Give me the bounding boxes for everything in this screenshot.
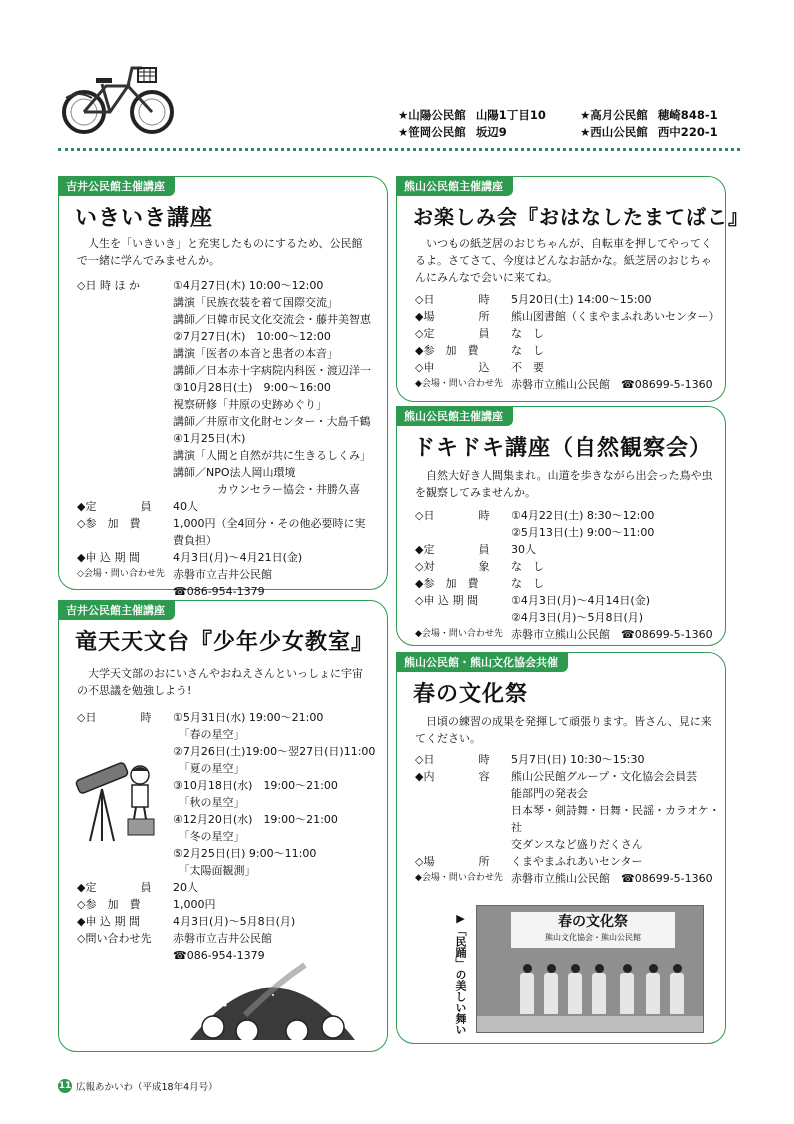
detail-value: ①4月27日(木) 10:00～12:00 [173, 279, 324, 292]
facility-item [580, 124, 718, 141]
detail-label: ◇申 込 [415, 361, 490, 374]
card-intro: 自然大好き人間集まれ。山道を歩きながら出会った鳥や虫を観察してみませんか。 [415, 469, 713, 499]
detail-value: 講師／日韓市民文化交流会・藤井美智恵 [173, 313, 371, 326]
facility-item [398, 124, 507, 141]
detail-label [77, 396, 173, 413]
detail-row [415, 626, 721, 643]
detail-row [415, 785, 721, 802]
detail-value: 40人 [173, 500, 198, 513]
card-intro: 日頃の練習の成果を発揮して頑張ります。皆さん、見に来てください。 [415, 715, 712, 745]
detail-row [77, 845, 377, 862]
detail-label [415, 802, 511, 836]
bicycle-illustration [58, 58, 178, 138]
detail-label [77, 464, 173, 481]
banner-title: 春の文化祭 [558, 914, 628, 930]
detail-row [415, 376, 721, 393]
detail-value: ①4月22日(土) 8:30～12:00 [511, 509, 655, 522]
detail-label [77, 379, 173, 396]
card-title: ドキドキ講座（自然観察会） [413, 436, 713, 461]
card-title: お楽しみ会『おはなしたまてばこ』 [413, 205, 749, 229]
detail-value: 1,000円 [173, 898, 216, 911]
course-card-dokidoki [396, 406, 726, 646]
page-number: 11 [58, 1081, 72, 1091]
detail-label: ◇申 込 期 間 [415, 594, 478, 607]
detail-row [415, 575, 721, 592]
card-title: 竜天天文台『少年少女教室』 [75, 630, 375, 655]
facility-name: ★山陽公民館 [398, 108, 466, 122]
detail-value: な し [511, 344, 544, 357]
detail-row [415, 325, 721, 342]
detail-label: ◇日 時 [77, 711, 152, 724]
detail-value: 「春の星空」 [173, 728, 245, 741]
detail-row [77, 583, 377, 600]
detail-value: 「太陽面観測」 [173, 864, 256, 877]
detail-label [77, 481, 173, 498]
card-intro: いつもの紙芝居のおじちゃんが、自転車を押してやってくるよ。さてさて、今度はどんなお話かな。紙芝居のおじちゃんにみんなで会いに来てね。 [415, 237, 712, 284]
festival-photo [476, 905, 704, 1033]
detail-label: ◇日 時 [415, 753, 490, 766]
detail-value: 「夏の星空」 [173, 762, 245, 775]
publication-name: 広報あかいわ（平成18年4月号） [76, 1082, 218, 1093]
dotted-divider [58, 148, 740, 151]
detail-label [77, 532, 173, 549]
facility-address: 穂崎848-1 [657, 108, 718, 122]
detail-row [415, 836, 721, 853]
detail-label: ◆会場・問い合わせ先 [415, 873, 503, 883]
detail-row [77, 430, 377, 447]
detail-label: ◇日 時 [415, 293, 490, 306]
detail-value: 講演「民族衣装を着て国際交流」 [173, 296, 338, 309]
card-tag: 熊山公民館主催講座 [396, 406, 513, 426]
detail-label [415, 836, 511, 853]
detail-value: ☎086-954-1379 [173, 949, 265, 962]
detail-row [415, 870, 721, 887]
detail-label [77, 430, 173, 447]
facility-address: 坂辺9 [475, 125, 507, 139]
detail-value: 5月7日(日) 10:30～15:30 [511, 753, 645, 766]
facility-address: 西中220-1 [657, 125, 718, 139]
detail-value: ⑤2月25日(日) 9:00～11:00 [173, 847, 317, 860]
course-card-ikiiki [58, 176, 388, 598]
card-title: いきいき講座 [75, 206, 214, 231]
dancer-figure [543, 964, 559, 1014]
detail-label: ◇場 所 [415, 855, 490, 868]
facility-address: 山陽1丁目10 [475, 108, 546, 122]
detail-row [77, 277, 377, 294]
detail-row [77, 379, 377, 396]
detail-row [415, 853, 721, 870]
detail-row [77, 726, 377, 743]
detail-value: 日本琴・剣詩舞・日舞・民謡・カラオケ・社 [511, 804, 720, 834]
detail-value: ①5月31日(水) 19:00～21:00 [173, 711, 324, 724]
detail-value: 交ダンスなど盛りだくさん [511, 838, 643, 851]
dancer-figure [519, 964, 535, 1014]
detail-label [77, 583, 173, 600]
detail-value: ②5月13日(土) 9:00～11:00 [511, 526, 655, 539]
detail-row [77, 464, 377, 481]
detail-row [415, 802, 721, 836]
detail-row [415, 768, 721, 785]
detail-value: 講演「医者の本音と患者の本音」 [173, 347, 338, 360]
detail-label [77, 947, 173, 964]
dancer-figure [591, 964, 607, 1014]
detail-value: 視察研修「井原の史跡めぐり」 [173, 398, 327, 411]
detail-label: ◆場 所 [415, 310, 490, 323]
card-intro: 人生を「いきいき」と充実したものにするため、公民館で一緒に学んでみませんか。 [77, 237, 363, 267]
detail-label: ◇日 時 ほ か [77, 279, 140, 292]
detail-value: 講師／井原市文化財センター・大島千鶴 [173, 415, 371, 428]
detail-row [77, 498, 377, 515]
dancer-figure [645, 964, 661, 1014]
detail-row [77, 549, 377, 566]
detail-row [415, 592, 721, 609]
detail-value: 熊山図書館（くまやまふれあいセンター） [511, 310, 720, 323]
detail-label: ◆定 員 [77, 881, 152, 894]
detail-label: ◆内 容 [415, 770, 490, 783]
banner-subtitle: 熊山文化協会・熊山公民館 [545, 933, 641, 942]
card-tag: 吉井公民館主催講座 [58, 600, 175, 620]
stage-floor [477, 1016, 703, 1033]
detail-value: くまやまふれあいセンター [511, 855, 643, 868]
facility-item [580, 107, 718, 124]
detail-value: ②7月27日(木) 10:00～12:00 [173, 330, 331, 343]
photo-caption: ▶「民踊」の美しい舞い [454, 912, 467, 1035]
card-intro: 大学天文部のおにいさんやおねえさんといっしょに宇宙の不思議を勉強しよう! [77, 667, 363, 697]
detail-row [77, 294, 377, 311]
detail-label: ◆会場・問い合わせ先 [415, 629, 503, 639]
detail-value: 赤磐市立熊山公民館 ☎08699-5-1360 [511, 872, 713, 885]
detail-value: 熊山公民館グループ・文化協会会員芸 [511, 770, 698, 783]
detail-value: 不 要 [511, 361, 544, 374]
card-tag: 熊山公民館主催講座 [396, 176, 513, 196]
detail-row [77, 413, 377, 430]
detail-label: ◆申 込 期 間 [77, 551, 140, 564]
detail-value: ③10月18日(水) 19:00～21:00 [173, 779, 338, 792]
detail-label [77, 447, 173, 464]
detail-value: 赤磐市立吉井公民館 [173, 932, 272, 945]
detail-value: ④1月25日(木) [173, 432, 246, 445]
detail-value: 講師／NPO法人岡山環境 [173, 466, 296, 479]
page-footer [58, 1079, 218, 1093]
detail-value: 「冬の星空」 [173, 830, 245, 843]
detail-label: ◆参 加 費 [415, 344, 479, 357]
detail-value: 20人 [173, 881, 198, 894]
detail-row [77, 345, 377, 362]
detail-row [77, 481, 377, 498]
detail-label: ◇会場・問い合わせ先 [77, 569, 165, 579]
detail-label: ◇定 員 [415, 327, 490, 340]
dancer-figure [567, 964, 583, 1014]
detail-row [77, 566, 377, 583]
detail-value: ☎086-954-1379 [173, 585, 265, 598]
detail-label [77, 345, 173, 362]
detail-label [415, 609, 511, 626]
detail-label: ◇参 加 費 [77, 898, 141, 911]
detail-value: ④12月20日(水) 19:00～21:00 [173, 813, 338, 826]
stage-banner [511, 912, 675, 948]
detail-value: 赤磐市立吉井公民館 [173, 568, 272, 581]
detail-row [415, 359, 721, 376]
detail-value: な し [511, 577, 544, 590]
detail-value: カウンセラー協会・井勝久喜 [173, 483, 360, 496]
detail-row [77, 862, 377, 879]
detail-row [415, 291, 721, 308]
card-tag: 熊山公民館・熊山文化協会共催 [396, 652, 568, 672]
course-card-otanoshimi [396, 176, 749, 402]
detail-value: 講師／日本赤十字病院内科医・渡辺洋一 [173, 364, 371, 377]
detail-row [77, 930, 377, 947]
detail-label: ◆定 員 [77, 500, 152, 513]
detail-label [77, 328, 173, 345]
dancer-figure [669, 964, 685, 1014]
detail-value: 1,000円（全4回分・その他必要時に実 [173, 517, 366, 530]
detail-label [77, 413, 173, 430]
detail-value: ②7月26日(土)19:00～翌27日(日)11:00 [173, 745, 376, 758]
card-details [77, 277, 377, 600]
detail-row [415, 541, 721, 558]
detail-label [77, 362, 173, 379]
detail-label [77, 311, 173, 328]
detail-row [77, 362, 377, 379]
detail-value: ③10月28日(土) 9:00～16:00 [173, 381, 331, 394]
detail-label [77, 294, 173, 311]
facility-item [398, 107, 546, 124]
card-details [415, 291, 721, 393]
detail-row [77, 396, 377, 413]
detail-row [77, 311, 377, 328]
detail-label: ◇日 時 [415, 509, 490, 522]
detail-value: 4月3日(月)～5月8日(月) [173, 915, 296, 928]
detail-label: ◆会場・問い合わせ先 [415, 379, 503, 389]
detail-value: 赤磐市立熊山公民館 ☎08699-5-1360 [511, 628, 713, 641]
detail-row [415, 524, 721, 541]
detail-row [77, 913, 377, 930]
detail-value: 4月3日(月)～4月21日(金) [173, 551, 303, 564]
detail-label: ◆参 加 費 [415, 577, 479, 590]
detail-label: ◆定 員 [415, 543, 490, 556]
telescope-illustration [72, 755, 162, 845]
detail-label [77, 726, 173, 743]
detail-row [415, 308, 721, 325]
detail-value: ①4月3日(月)～4月14日(金) [511, 594, 651, 607]
detail-row [415, 751, 721, 768]
detail-row [415, 507, 721, 524]
detail-label [415, 524, 511, 541]
detail-row [77, 515, 377, 532]
detail-row [77, 709, 377, 726]
detail-row [77, 896, 377, 913]
facility-name: ★西山公民館 [580, 125, 648, 139]
detail-value: 「秋の星空」 [173, 796, 245, 809]
detail-value: ②4月3日(月)～5月8日(月) [511, 611, 644, 624]
detail-value: な し [511, 560, 544, 573]
facility-name: ★笹岡公民館 [398, 125, 466, 139]
card-title: 春の文化祭 [413, 682, 529, 707]
detail-row [415, 609, 721, 626]
detail-row [77, 532, 377, 549]
detail-label: ◆申 込 期 間 [77, 915, 140, 928]
detail-value: 費負担） [173, 534, 217, 547]
detail-value: 赤磐市立熊山公民館 ☎08699-5-1360 [511, 378, 713, 391]
detail-label: ◇参 加 費 [77, 517, 141, 530]
detail-label: ◇問い合わせ先 [77, 932, 152, 945]
detail-value: 能部門の発表会 [511, 787, 588, 800]
detail-label [77, 845, 173, 862]
detail-row [77, 447, 377, 464]
detail-value: 30人 [511, 543, 536, 556]
detail-label [77, 862, 173, 879]
detail-label: ◇対 象 [415, 560, 490, 573]
card-tag: 吉井公民館主催講座 [58, 176, 175, 196]
card-details [415, 751, 721, 887]
detail-row [77, 879, 377, 896]
stargazing-illustration [185, 955, 360, 1040]
detail-label [415, 785, 511, 802]
detail-row [77, 328, 377, 345]
card-details [415, 507, 721, 643]
dancer-figure [619, 964, 635, 1014]
facility-name: ★高月公民館 [580, 108, 648, 122]
detail-value: 5月20日(土) 14:00～15:00 [511, 293, 652, 306]
detail-row [415, 342, 721, 359]
detail-row [415, 558, 721, 575]
detail-value: 講演「人間と自然が共に生きるしくみ」 [173, 449, 371, 462]
detail-value: な し [511, 327, 544, 340]
